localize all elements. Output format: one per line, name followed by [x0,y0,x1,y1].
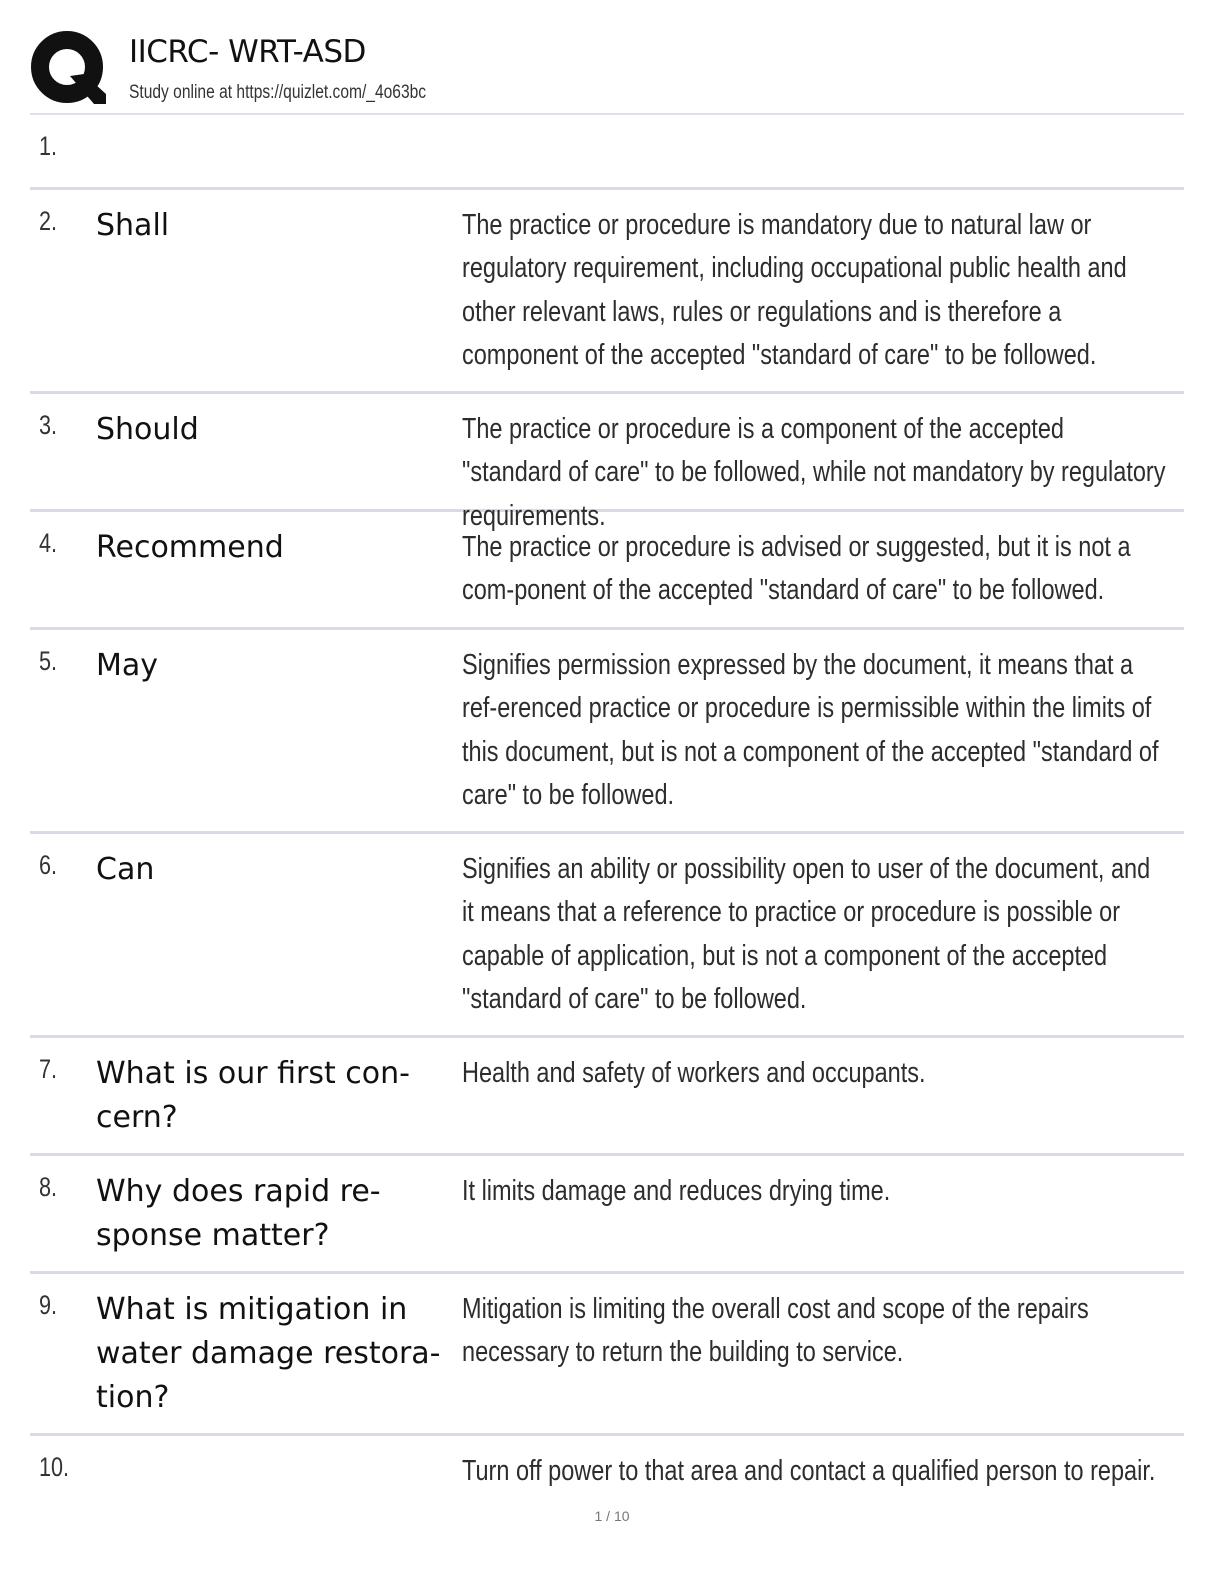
flashcard-row [30,1038,1184,1156]
page-header [30,30,1184,114]
study-online-link[interactable]: Study online at https://quizlet.com/_4o63bc [129,82,427,103]
card-number: 10. [39,1452,70,1482]
flashcard-row [30,512,1184,630]
card-number: 7. [39,1054,58,1084]
card-term: Should [96,412,199,447]
card-definition: The practice or procedure is mandatory due to natural law or regulatory requirement, including occupational public health and other relevant laws, rules or regulations and is therefore a component of the accepted "standard of care" to be followed. [462,209,1127,371]
card-definition: The practice or procedure is advised or suggested, but it is not a com-ponent of the accepted "standard of care" to be followed. [462,531,1131,607]
flashcard-row [30,190,1184,394]
card-definition: Turn off power to that area and contact a qualified person to repair. [462,1455,1156,1487]
flashcard-row [30,394,1184,532]
card-number: 9. [39,1290,58,1320]
page-number: 1 / 10 [594,1508,630,1524]
card-number: 3. [39,410,58,440]
card-definition: Health and safety of workers and occupants. [462,1057,926,1089]
card-number: 2. [39,206,58,236]
card-number: 8. [39,1172,58,1202]
card-definition: It limits damage and reduces drying time. [462,1175,891,1207]
flashcard-row [30,1274,1184,1436]
card-term: May [96,648,159,683]
card-definition: The practice or procedure is a component of the accepted "standard of care" to be followed, while not mandatory by regulatory requirements. [462,413,1166,532]
card-number: 4. [39,528,58,558]
card-definition: Mitigation is limiting the overall cost and scope of the repairs necessary to return the building to service. [462,1293,1089,1369]
card-number: 5. [39,646,58,676]
card-term: What is mitigation in water damage restora-tion? [96,1292,441,1415]
card-term: Shall [96,208,170,243]
card-term: Recommend [96,530,284,565]
card-definition: Signifies permission expressed by the document, it means that a ref-erenced practice or procedure is permissible within the limits of this document, but is not a component of the accepted "standard of care" to be followed. [462,649,1159,811]
flashcard-row [30,834,1184,1038]
flashcard-list [30,115,1184,1506]
card-number: 6. [39,850,58,880]
card-term: Why does rapid re-sponse matter? [96,1174,381,1253]
card-definition: Signifies an ability or possibility open to user of the document, and it means that a reference to practice or procedure is possible or capable of application, but is not a component of the accepted "standard of care" to be followed. [462,853,1151,1015]
flashcard-row [30,1156,1184,1274]
flashcard-row [30,115,1184,190]
card-term: Can [96,852,155,887]
card-term: What is our first con-cern? [96,1056,410,1135]
set-title: IICRC- WRT-ASD [129,34,366,70]
card-number: 1. [39,131,58,161]
flashcard-row [30,630,1184,834]
flashcard-row [30,1436,1184,1506]
quizlet-logo-icon [30,30,108,108]
